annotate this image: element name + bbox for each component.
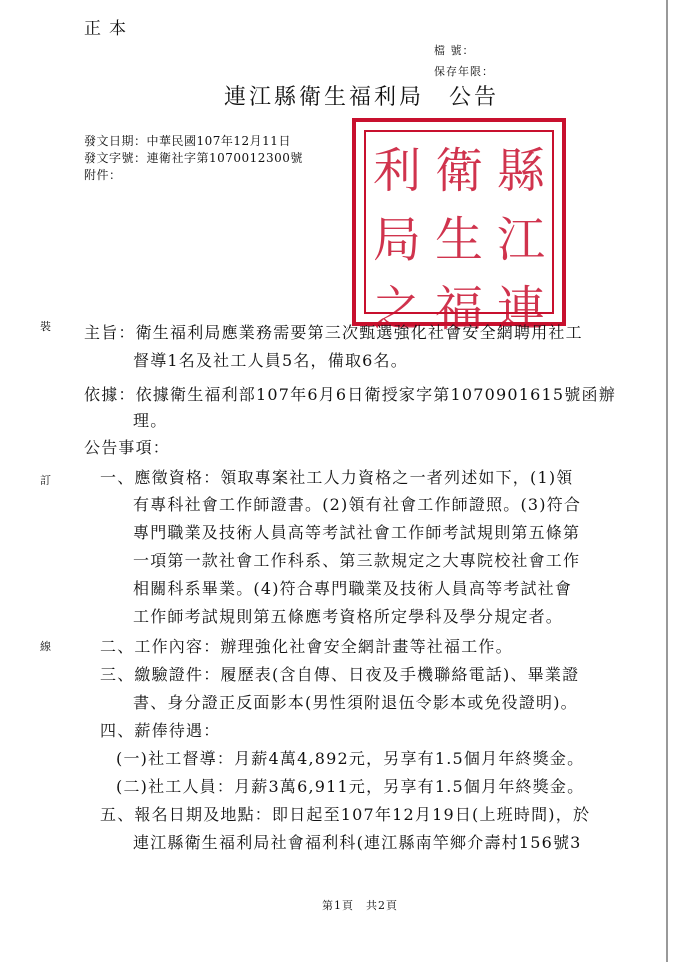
item1-line-5: 相關科系畢業。(4)符合專門職業及技術人員高等考試社會 xyxy=(133,579,573,598)
seal-char: 江 xyxy=(496,212,545,268)
document-number: 發文字號：連衛社字第1070012300號 xyxy=(84,151,303,165)
item5-line-1: 五、報名日期及地點：即日起至107年12月19日(上班時間)，於 xyxy=(100,805,591,824)
item1-line-6: 工作師考試規則第五條應考資格所定學科及學分規定者。 xyxy=(133,607,564,626)
binding-mark-xian: 線 xyxy=(40,640,51,653)
seal-char: 連 xyxy=(496,281,545,337)
item2-line: 二、工作內容：辦理強化社會安全網計畫等社福工作。 xyxy=(100,637,513,656)
seal-char: 局 xyxy=(372,212,421,268)
seal-char: 福 xyxy=(434,281,483,337)
item1-line-2: 有專科社會工作師證書。(2)領有社會工作師證照。(3)符合 xyxy=(133,495,582,514)
item4-sub-1: (一)社工督導：月薪4萬4,892元，另享有1.5個月年終獎金。 xyxy=(116,749,585,768)
seal-char: 生 xyxy=(434,212,483,268)
item3-line-2: 書、身分證正反面影本(男性須附退伍令影本或免役證明)。 xyxy=(133,693,578,712)
basis-line-2: 理。 xyxy=(133,411,168,430)
page-number: 第1頁 共2頁 xyxy=(322,899,398,912)
seal-char: 縣 xyxy=(496,143,545,199)
seal-char: 衛 xyxy=(434,143,483,199)
scan-edge-line xyxy=(666,0,668,962)
item4-sub-2: (二)社工人員：月薪3萬6,911元，另享有1.5個月年終獎金。 xyxy=(116,777,585,796)
item4-heading: 四、薪俸待遇： xyxy=(100,721,221,740)
item5-line-2: 連江縣衛生福利局社會福利科(連江縣南竿鄉介壽村156號3 xyxy=(133,833,582,852)
attachment-label: 附件： xyxy=(84,168,122,182)
subject-line-2: 督導1名及社工人員5名，備取6名。 xyxy=(133,351,408,370)
seal-char: 利 xyxy=(372,143,421,199)
item1-line-3: 專門職業及技術人員高等考試社會工作師考試規則第五條第 xyxy=(133,523,581,542)
issue-date: 發文日期：中華民國107年12月11日 xyxy=(84,134,291,148)
file-number-label: 檔 號： xyxy=(434,44,475,57)
item1-line-1: 一、應徵資格：領取專案社工人力資格之一者列述如下，(1)領 xyxy=(100,468,574,487)
notice-heading: 公告事項： xyxy=(84,438,171,457)
seal-char: 之 xyxy=(372,281,421,337)
binding-mark-zhuang: 裝 xyxy=(40,320,51,333)
page-title: 連江縣衛生福利局 公告 xyxy=(224,85,500,110)
item1-line-4: 一項第一款社會工作科系、第三款規定之大專院校社會工作 xyxy=(133,551,581,570)
retention-label: 保存年限： xyxy=(434,65,494,78)
subject-line-1: 主旨：衛生福利局應業務需要第三次甄選強化社會安全網聘用社工 xyxy=(84,323,583,342)
official-seal xyxy=(352,118,566,337)
basis-line-1: 依據：依據衛生福利部107年6月6日衛授家字第1070901615號函辦 xyxy=(84,385,616,404)
item3-line-1: 三、繳驗證件：履歷表(含自傳、日夜及手機聯絡電話)、畢業證 xyxy=(100,665,580,684)
copy-label: 正本 xyxy=(84,19,134,39)
binding-mark-ding: 訂 xyxy=(40,474,51,487)
